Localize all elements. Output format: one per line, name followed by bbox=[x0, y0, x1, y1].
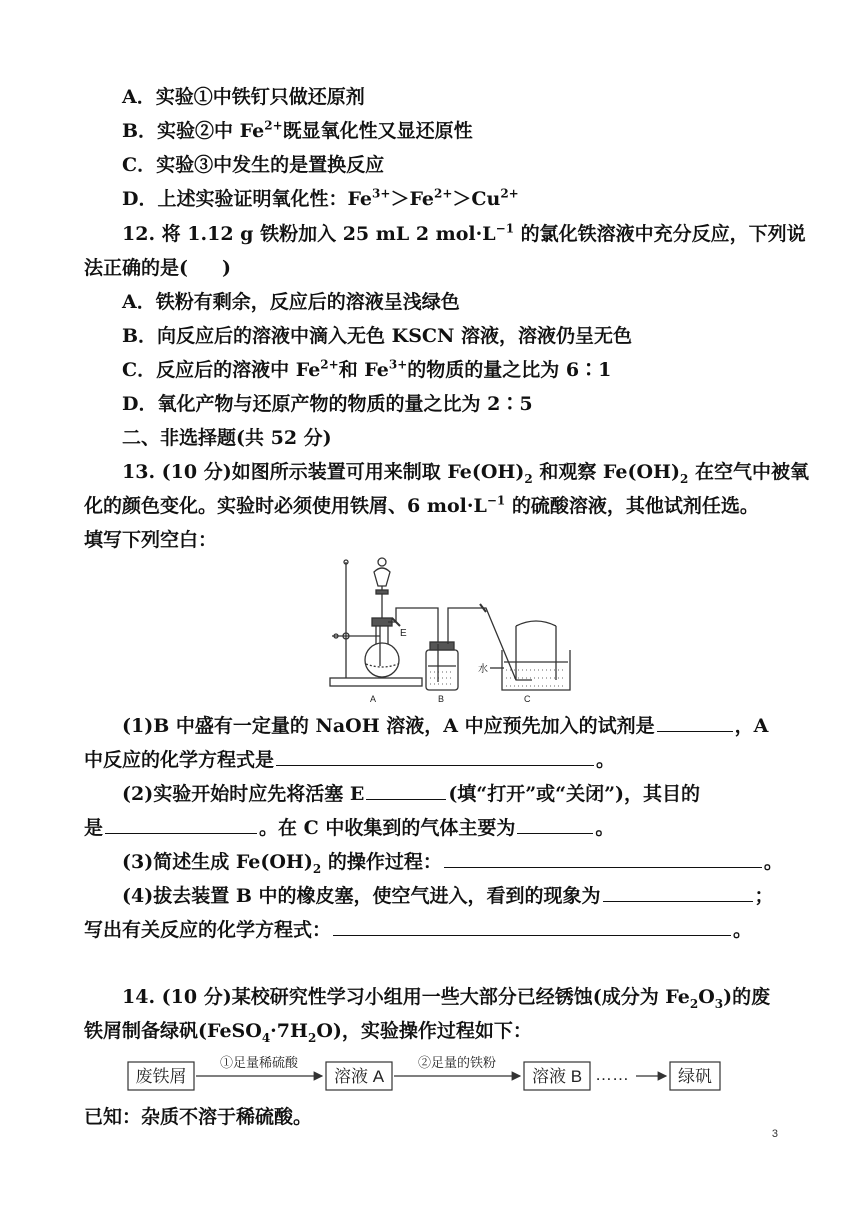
q12-stem-line1: 12. 将 1.12 g 铁粉加入 25 mL 2 $mol\cdot L^{-1}$ 的氯化铁溶液中充分反应，下列说 bbox=[122, 221, 806, 245]
blank-q13-2c[interactable] bbox=[517, 815, 593, 834]
label-a: A bbox=[370, 694, 377, 704]
q13-part1-line2: 中反应的化学方程式是 。 bbox=[84, 749, 616, 771]
label-e: E bbox=[400, 628, 407, 639]
q13-part4-line2: 写出有关反应的化学方程式： 。 bbox=[84, 919, 753, 941]
stand-base bbox=[330, 678, 422, 686]
tube-a-b bbox=[388, 608, 438, 644]
flow-step-2-text: ②足量的铁粉 bbox=[417, 1055, 497, 1070]
q11-option-d: D．上述实验证明氧化性：$Fe^{3+}>Fe^{2+}>Cu^{2+}$ bbox=[122, 186, 519, 210]
apparatus-diagram bbox=[320, 556, 580, 708]
flow-box-4-text: 绿矾 bbox=[678, 1067, 712, 1086]
q14-note: 已知：杂质不溶于稀硫酸。 bbox=[84, 1106, 313, 1128]
q11-option-b: B．实验②中 $Fe^{2+}$既显氧化性又显还原性 bbox=[122, 118, 473, 142]
dropping-funnel bbox=[374, 568, 390, 586]
q13-part2-line1: (2)实验开始时应先将活塞 E (填“打开”或“关闭”)，其目的 bbox=[122, 783, 701, 805]
q12-option-a: A．铁粉有剩余，反应后的溶液呈浅绿色 bbox=[122, 291, 460, 313]
q13-part3: (3)简述生成 $Fe(OH)_2$ 的操作过程： 。 bbox=[122, 851, 783, 876]
section-heading: 二、非选择题(共 52 分) bbox=[122, 427, 332, 449]
page-number: 3 bbox=[771, 1128, 778, 1140]
q12-option-b: B．向反应后的溶液中滴入无色 KSCN 溶液，溶液仍呈无色 bbox=[122, 325, 633, 347]
flow-box-1-text: 废铁屑 bbox=[135, 1067, 187, 1086]
flow-step-1-text: ①足量稀硫酸 bbox=[219, 1055, 299, 1070]
q11-option-a: A．实验①中铁钉只做还原剂 bbox=[122, 86, 365, 108]
blank-q13-1a[interactable] bbox=[657, 713, 733, 732]
q13-part1-line1: (1)B 中盛有一定量的 NaOH 溶液，A 中应预先加入的试剂是 ，A bbox=[122, 715, 769, 737]
blank-q13-4a[interactable] bbox=[603, 883, 753, 902]
blank-q13-1b[interactable] bbox=[276, 747, 594, 766]
q13-part2-line2: 是 。在 C 中收集到的气体主要为 。 bbox=[84, 817, 615, 839]
q12-stem-line2: 法正确的是( ) bbox=[84, 257, 231, 279]
flow-box-2-text: 溶液 A bbox=[333, 1067, 385, 1086]
label-c: C bbox=[524, 694, 531, 704]
q12-option-d: D．氧化产物与还原产物的物质的量之比为 2∶5 bbox=[122, 393, 533, 415]
blank-q13-2a[interactable] bbox=[366, 781, 446, 800]
label-b: B bbox=[438, 694, 445, 704]
q13-part4-line1: (4)拔去装置 B 中的橡皮塞，使空气进入，看到的现象为 ； bbox=[122, 885, 774, 907]
q14-stem-line1: 14. (10 分)某校研究性学习小组用一些大部分已经锈蚀(成分为 $Fe_2O_3$)的废 bbox=[122, 986, 771, 1011]
process-flow bbox=[126, 1052, 726, 1094]
flask-a bbox=[365, 643, 399, 677]
collection-jar bbox=[516, 621, 556, 680]
blank-q13-3[interactable] bbox=[444, 849, 762, 868]
q13-stem-line1: 13. (10 分)如图所示装置可用来制取 $Fe(OH)_2$ 和观察 $Fe(OH)_2$ 在空气中被氧 bbox=[122, 461, 809, 486]
q13-stem-line2: 化的颜色变化。实验时必须使用铁屑、6 $mol\cdot L^{-1}$ 的硫酸溶液，其他试剂任选。 bbox=[84, 493, 759, 517]
q11-option-c: C．实验③中发生的是置换反应 bbox=[122, 154, 385, 176]
label-water: 水 bbox=[478, 664, 488, 675]
flow-dots: …… bbox=[595, 1065, 629, 1084]
q12-option-c: C．反应后的溶液中 $Fe^{2+}$和 $Fe^{3+}$的物质的量之比为 6∶1 bbox=[122, 357, 612, 381]
blank-q13-4b[interactable] bbox=[333, 917, 731, 936]
q14-stem-line2: 铁屑制备绿矾$(FeSO_4\cdot 7H_2O)$，实验操作过程如下： bbox=[84, 1020, 532, 1045]
flow-box-3-text: 溶液 B bbox=[531, 1067, 583, 1086]
q13-stem-line3: 填写下列空白： bbox=[84, 529, 218, 551]
tube-b-c bbox=[448, 608, 532, 680]
blank-q13-2b[interactable] bbox=[105, 815, 257, 834]
